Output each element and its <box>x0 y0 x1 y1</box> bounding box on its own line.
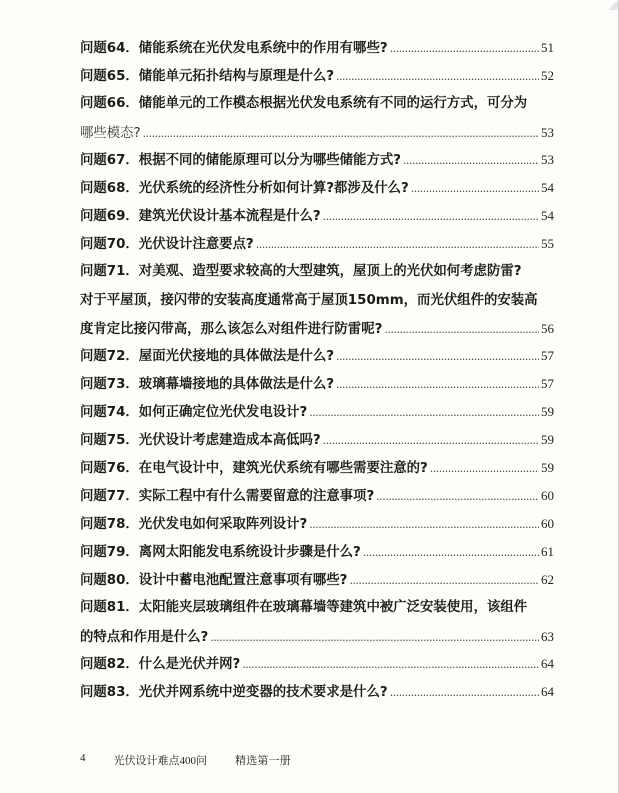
toc-page-number: 55 <box>541 236 554 251</box>
toc-page-number: 59 <box>541 432 554 447</box>
toc-entry-title: 问题70．光伏设计注意要点? <box>80 237 254 252</box>
toc-entry-title: 问题80．设计中蓄电池配置注意事项有哪些? <box>80 573 348 588</box>
toc-entry-title: 的特点和作用是什么? <box>80 630 209 645</box>
toc-entry-title: 哪些模态? <box>80 126 141 141</box>
toc-page-number: 54 <box>541 180 554 195</box>
toc-entry-line <box>80 146 554 174</box>
toc-entry-title: 问题66．储能单元的工作模态根据光伏发电系统有不同的运行方式，可分为 <box>80 96 528 111</box>
toc-entry-line <box>80 426 554 454</box>
toc-entry[interactable] <box>80 538 554 566</box>
toc-entry-title: 问题75．光伏设计考虑建造成本高低吗? <box>80 433 321 448</box>
toc-leader-dots <box>376 483 539 511</box>
footer-book-title: 光伏设计难点400问 <box>113 755 207 767</box>
toc-entry[interactable] <box>80 34 554 62</box>
toc-entry[interactable] <box>80 454 554 482</box>
footer-subtitle: 精选第一册 <box>235 755 291 767</box>
toc-entry-title: 问题68．光伏系统的经济性分析如何计算?都涉及什么? <box>80 181 409 196</box>
toc-entry-line <box>80 454 554 482</box>
toc-entry-line <box>80 566 554 594</box>
toc-entry-line <box>80 202 554 230</box>
toc-leader-dots <box>336 343 539 371</box>
toc-page-number: 56 <box>541 321 554 336</box>
toc-page-number: 59 <box>541 404 554 419</box>
toc-entry[interactable] <box>80 146 554 174</box>
toc-leader-dots <box>349 567 539 595</box>
toc-page-number: 54 <box>541 208 554 223</box>
toc-leader-dots <box>256 231 539 259</box>
toc-entry[interactable] <box>80 426 554 454</box>
toc-entry-title: 问题77．实际工程中有什么需要留意的注意事项? <box>80 489 375 504</box>
toc-entry-line <box>80 622 554 650</box>
toc-entry-title: 对于平屋顶，接闪带的安装高度通常高于屋顶150mm，而光伏组件的安装高 <box>80 293 538 308</box>
toc-entry[interactable] <box>80 202 554 230</box>
toc-entry-line <box>80 62 554 90</box>
toc-leader-dots <box>336 63 539 91</box>
toc-entry-title: 问题83．光伏并网系统中逆变器的技术要求是什么? <box>80 685 388 700</box>
toc-page-number: 64 <box>541 656 554 671</box>
toc-leader-dots <box>403 147 539 175</box>
toc-entry-title: 度肯定比接闪带高，那么该怎么对组件进行防雷呢? <box>80 322 383 337</box>
toc-entry-line <box>80 678 554 706</box>
toc-entry-line <box>80 538 554 566</box>
toc-entry[interactable] <box>80 398 554 426</box>
toc-entry-title: 问题76．在电气设计中，建筑光伏系统有哪些需要注意的? <box>80 461 428 476</box>
toc-entry[interactable] <box>80 174 554 202</box>
toc-leader-dots <box>390 679 539 707</box>
toc-leader-dots <box>323 427 539 455</box>
toc-leader-dots <box>323 203 539 231</box>
toc-leader-dots <box>390 35 539 63</box>
toc-entry-line <box>80 398 554 426</box>
toc-entry-line <box>80 258 554 286</box>
toc-entry-line <box>80 510 554 538</box>
toc-leader-dots <box>411 175 539 203</box>
toc-entry[interactable] <box>80 566 554 594</box>
toc-page-number: 64 <box>541 684 554 699</box>
toc-page-number: 61 <box>541 544 554 559</box>
toc-page-number: 57 <box>541 376 554 391</box>
toc-entry-title: 问题64．储能系统在光伏发电系统中的作用有哪些? <box>80 41 388 56</box>
page-footer <box>80 752 291 768</box>
toc-page-number: 53 <box>541 152 554 167</box>
toc-entry-title: 问题74．如何正确定位光伏发电设计? <box>80 405 308 420</box>
toc-page-number: 60 <box>541 488 554 503</box>
toc-leader-dots <box>242 651 539 679</box>
toc-entry[interactable] <box>80 482 554 510</box>
toc-leader-dots <box>363 539 539 567</box>
toc-entry[interactable] <box>80 678 554 706</box>
toc-leader-dots <box>309 511 539 539</box>
toc-entry[interactable] <box>80 650 554 678</box>
toc-entry[interactable] <box>80 370 554 398</box>
toc-entry[interactable] <box>80 62 554 90</box>
toc-entry-title: 问题78．光伏发电如何采取阵列设计? <box>80 517 308 532</box>
toc-entry[interactable] <box>80 594 554 650</box>
toc-entry-line <box>80 230 554 258</box>
toc-page-number: 52 <box>541 68 554 83</box>
toc-leader-dots <box>210 623 539 652</box>
toc-entry[interactable] <box>80 230 554 258</box>
toc-leader-dots <box>309 399 539 427</box>
toc-entry-line <box>80 286 554 314</box>
toc-entry-title: 问题69．建筑光伏设计基本流程是什么? <box>80 209 321 224</box>
toc-page-number: 53 <box>541 125 554 140</box>
toc-entry-title: 问题73．玻璃幕墙接地的具体做法是什么? <box>80 377 335 392</box>
toc-entry-title: 问题67．根据不同的储能原理可以分为哪些储能方式? <box>80 153 401 168</box>
toc-page-number: 62 <box>541 572 554 587</box>
toc-page-number: 51 <box>541 40 554 55</box>
toc-page-number: 63 <box>541 629 554 644</box>
table-of-contents <box>80 34 554 706</box>
toc-entry-line <box>80 90 554 118</box>
toc-page-number: 60 <box>541 516 554 531</box>
toc-entry-title: 问题72．屋面光伏接地的具体做法是什么? <box>80 349 335 364</box>
page-corner <box>608 0 618 10</box>
toc-entry-line <box>80 118 554 146</box>
toc-entry-title: 问题71．对美观、造型要求较高的大型建筑，屋顶上的光伏如何考虑防雷? <box>80 264 522 279</box>
toc-leader-dots <box>143 119 539 148</box>
toc-entry-title: 问题79．离网太阳能发电系统设计步骤是什么? <box>80 545 361 560</box>
toc-entry-line <box>80 314 554 342</box>
toc-entry-line <box>80 342 554 370</box>
toc-entry-title: 问题81．太阳能夹层玻璃组件在玻璃幕墙等建筑中被广泛安装使用，该组件 <box>80 600 528 615</box>
toc-entry-line <box>80 34 554 62</box>
toc-leader-dots <box>336 371 539 399</box>
toc-entry-line <box>80 370 554 398</box>
toc-leader-dots <box>430 455 539 483</box>
toc-entry-line <box>80 594 554 622</box>
toc-entry-title: 问题65．储能单元拓扑结构与原理是什么? <box>80 69 335 84</box>
toc-entry[interactable] <box>80 510 554 538</box>
toc-entry-line <box>80 482 554 510</box>
toc-entry[interactable] <box>80 258 554 342</box>
toc-page-number: 57 <box>541 348 554 363</box>
toc-leader-dots <box>384 315 539 344</box>
toc-page-number: 59 <box>541 460 554 475</box>
toc-entry-line <box>80 650 554 678</box>
toc-entry-line <box>80 174 554 202</box>
toc-entry-title: 问题82．什么是光伏并网? <box>80 657 241 672</box>
toc-entry[interactable] <box>80 90 554 146</box>
toc-entry[interactable] <box>80 342 554 370</box>
footer-page-number: 4 <box>80 752 86 764</box>
